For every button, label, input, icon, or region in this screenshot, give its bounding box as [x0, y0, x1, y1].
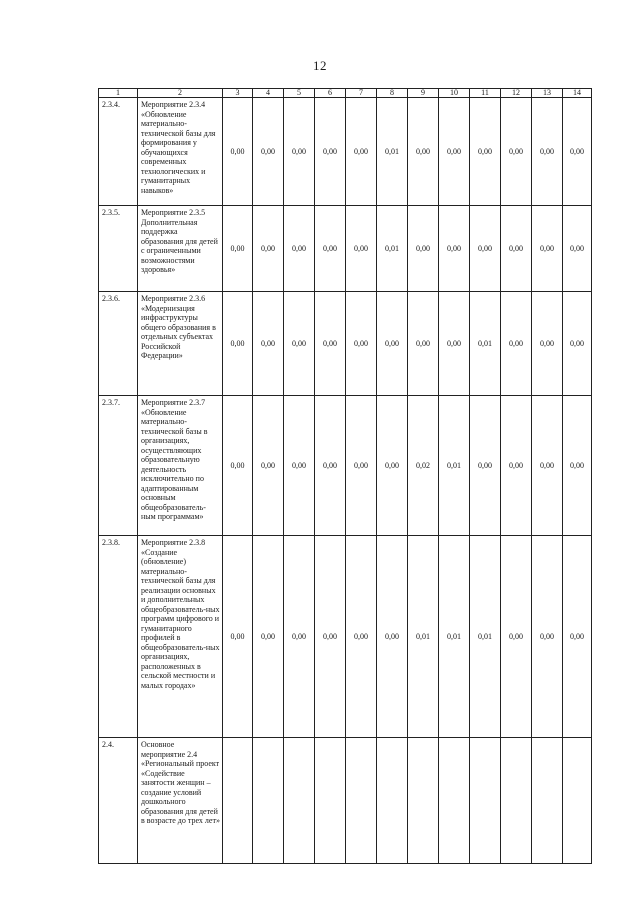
header-cell: 4 [253, 89, 284, 98]
value-cell: 0,01 [470, 292, 501, 396]
row-number-cell: 2.3.7. [99, 396, 138, 536]
value-cell [223, 738, 253, 864]
value-cell: 0,00 [346, 98, 377, 206]
header-cell: 7 [346, 89, 377, 98]
value-cell: 0,00 [346, 292, 377, 396]
value-cell: 0,00 [439, 292, 470, 396]
value-cell: 0,00 [377, 396, 408, 536]
value-cell [532, 738, 563, 864]
value-cell: 0,00 [223, 536, 253, 738]
value-cell: 0,00 [532, 98, 563, 206]
table-row [99, 98, 592, 206]
value-cell: 0,01 [439, 536, 470, 738]
value-cell: 0,00 [284, 98, 315, 206]
value-cell: 0,00 [346, 206, 377, 292]
value-cell [501, 738, 532, 864]
row-name-cell: Мероприятие 2.3.4 «Обновление материально-технической базы для формирования у обучающихся современных технологических и гуманитарных навыков» [138, 98, 223, 206]
table-row [99, 738, 592, 864]
value-cell: 0,00 [315, 206, 346, 292]
value-cell: 0,00 [532, 536, 563, 738]
header-cell: 2 [138, 89, 223, 98]
value-cell: 0,00 [408, 292, 439, 396]
value-cell: 0,01 [377, 98, 408, 206]
header-cell: 5 [284, 89, 315, 98]
header-cell: 13 [532, 89, 563, 98]
value-cell: 0,00 [501, 536, 532, 738]
value-cell [408, 738, 439, 864]
value-cell [284, 738, 315, 864]
value-cell: 0,00 [439, 206, 470, 292]
value-cell: 0,00 [253, 396, 284, 536]
row-name-cell: Мероприятие 2.3.8 «Создание (обновление) материально-технической базы для реализации основных и дополнительных общеобразователь-ных программ цифрового и гуманитарного профилей в общеобразователь-ных организациях, расположенных в сельской местности и малых городах» [138, 536, 223, 738]
row-number-cell: 2.3.4. [99, 98, 138, 206]
value-cell: 0,00 [253, 98, 284, 206]
value-cell: 0,00 [563, 536, 592, 738]
value-cell: 0,00 [470, 98, 501, 206]
header-cell: 12 [501, 89, 532, 98]
value-cell: 0,00 [284, 396, 315, 536]
header-cell: 11 [470, 89, 501, 98]
value-cell: 0,00 [284, 536, 315, 738]
row-number-cell: 2.4. [99, 738, 138, 864]
value-cell: 0,00 [501, 98, 532, 206]
value-cell: 0,01 [439, 396, 470, 536]
table-row [99, 206, 592, 292]
value-cell: 0,00 [408, 206, 439, 292]
header-cell: 14 [563, 89, 592, 98]
header-cell: 6 [315, 89, 346, 98]
header-cell: 9 [408, 89, 439, 98]
table-row [99, 292, 592, 396]
value-cell: 0,00 [501, 206, 532, 292]
value-cell: 0,00 [223, 396, 253, 536]
value-cell: 0,00 [253, 292, 284, 396]
value-cell: 0,00 [223, 206, 253, 292]
value-cell: 0,00 [223, 98, 253, 206]
row-name-cell: Мероприятие 2.3.7 «Обновление материально-технической базы в организациях, осуществляющих образовательную деятельность исключительно по адаптированным основным общеобразователь-ным программам» [138, 396, 223, 536]
value-cell [377, 738, 408, 864]
value-cell: 0,01 [377, 206, 408, 292]
value-cell: 0,00 [284, 292, 315, 396]
value-cell: 0,00 [223, 292, 253, 396]
row-number-cell: 2.3.5. [99, 206, 138, 292]
table-row [99, 536, 592, 738]
value-cell: 0,00 [315, 396, 346, 536]
header-cell: 10 [439, 89, 470, 98]
header-cell: 1 [99, 89, 138, 98]
page-number: 12 [313, 58, 327, 73]
value-cell: 0,00 [439, 98, 470, 206]
value-cell: 0,00 [253, 536, 284, 738]
value-cell: 0,02 [408, 396, 439, 536]
header-cell: 8 [377, 89, 408, 98]
value-cell: 0,00 [532, 292, 563, 396]
value-cell [470, 738, 501, 864]
value-cell: 0,01 [470, 536, 501, 738]
value-cell: 0,00 [470, 206, 501, 292]
value-cell: 0,00 [315, 98, 346, 206]
value-cell: 0,00 [253, 206, 284, 292]
value-cell: 0,00 [501, 396, 532, 536]
row-number-cell: 2.3.8. [99, 536, 138, 738]
value-cell: 0,00 [377, 292, 408, 396]
value-cell: 0,00 [470, 396, 501, 536]
row-name-cell: Мероприятие 2.3.6 «Модернизация инфраструктуры общего образования в отдельных субъектах Российской Федерации» [138, 292, 223, 396]
row-name-cell: Мероприятие 2.3.5 Дополнительная поддержка образования для детей с ограниченными возможностями здоровья» [138, 206, 223, 292]
value-cell: 0,00 [532, 396, 563, 536]
row-number-cell: 2.3.6. [99, 292, 138, 396]
value-cell: 0,00 [346, 396, 377, 536]
value-cell: 0,00 [315, 292, 346, 396]
value-cell: 0,00 [377, 536, 408, 738]
value-cell [253, 738, 284, 864]
value-cell: 0,00 [315, 536, 346, 738]
value-cell: 0,00 [563, 98, 592, 206]
row-name-cell: Основное мероприятие 2.4 «Региональный проект «Содействие занятости женщин – создание условий дошкольного образования для детей в возрасте до трех лет» [138, 738, 223, 864]
value-cell [563, 738, 592, 864]
value-cell [346, 738, 377, 864]
value-cell: 0,00 [501, 292, 532, 396]
value-cell: 0,00 [346, 536, 377, 738]
table-row [99, 396, 592, 536]
value-cell: 0,00 [563, 396, 592, 536]
table-header [99, 89, 592, 98]
data-table [98, 88, 592, 864]
value-cell [315, 738, 346, 864]
value-cell: 0,00 [284, 206, 315, 292]
header-row [99, 89, 592, 98]
value-cell: 0,00 [563, 292, 592, 396]
value-cell: 0,00 [532, 206, 563, 292]
value-cell [439, 738, 470, 864]
table-body [99, 98, 592, 864]
value-cell: 0,00 [563, 206, 592, 292]
value-cell: 0,00 [408, 98, 439, 206]
value-cell: 0,01 [408, 536, 439, 738]
header-cell: 3 [223, 89, 253, 98]
